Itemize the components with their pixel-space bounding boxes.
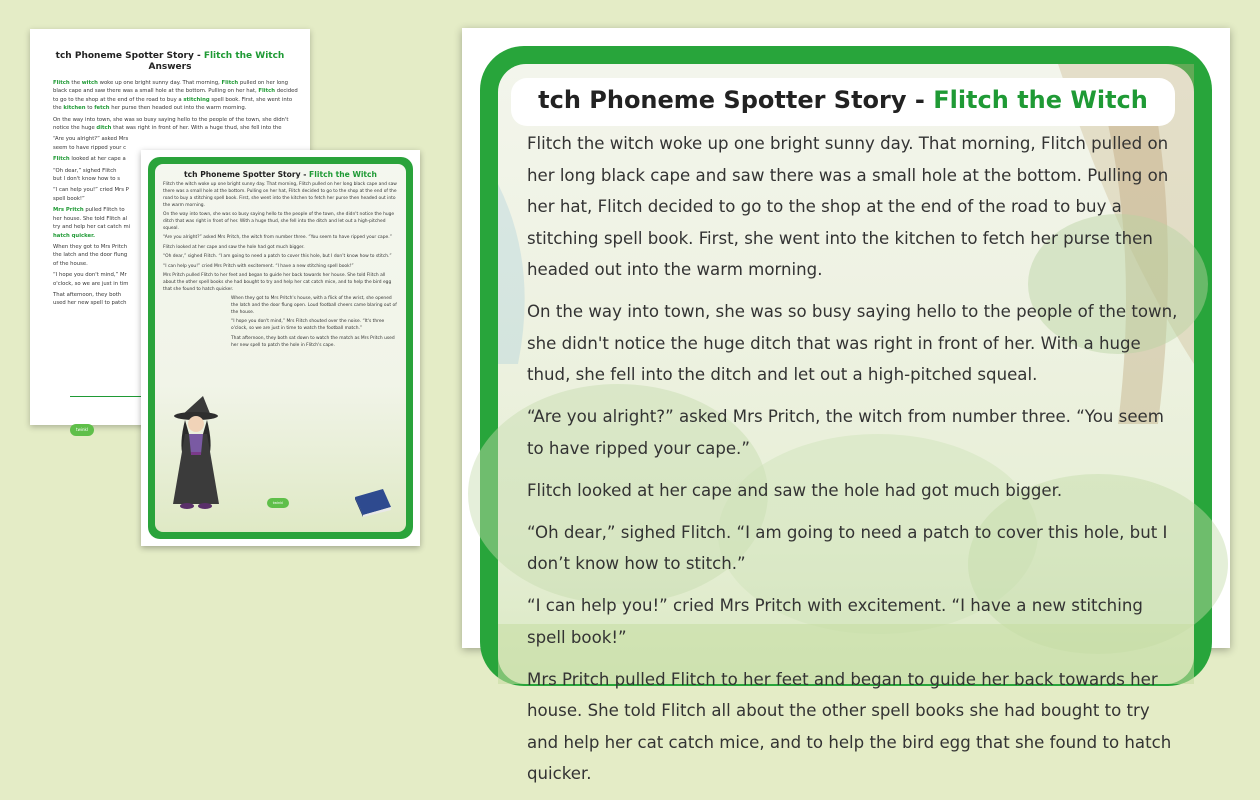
story-title: tch Phoneme Spotter Story - Flitch the Witch bbox=[538, 86, 1148, 114]
story-paragraph: On the way into town, she was so busy saying hello to the people of the town, she didn't notice the huge ditch that was right in front of her. With a huge thud, she fell into the ditch and let out a high-pitched squeal. bbox=[527, 302, 1178, 384]
thumbnail-paragraph: On the way into town, she was so busy saying hello to the people of the town, she didn't notice the huge ditch that was right in front of her. With a huge thud, she fell into the ditch and let out a high-pitched squeal. bbox=[163, 212, 395, 231]
twinkl-logo: twinkl bbox=[267, 498, 289, 508]
thumbnail-paragraph: That afternoon, they both sat down to watch the match as Mrs Pritch used her new spell to patch the hole in Flitch's cape. bbox=[231, 335, 395, 348]
thumbnail-paragraph: When they got to Mrs Pritch's house, with a flick of the wrist, she opened the latch and the door flung open. Loud football cheers came blaring out of the house. bbox=[231, 296, 397, 315]
thumbnail-title: tch Phoneme Spotter Story - Flitch the Witch bbox=[184, 170, 377, 179]
answers-paragraph: Mrs Pritch pulled Flitch to her house. She told Flitch al try and help her cat catch mi hatch quicker. bbox=[53, 207, 131, 239]
answers-paragraph: “I can help you!” cried Mrs P spell book!” bbox=[53, 187, 129, 202]
thumbnail-green-frame bbox=[148, 157, 413, 539]
answers-label: Answers bbox=[148, 62, 192, 72]
thumbnail-paragraph: “I can help you!” cried Mrs Pritch with excitement. “I have a new stitching spell book!” bbox=[163, 263, 354, 269]
answers-paragraph: “Oh dear,” sighed Flitch but I don't know how to s bbox=[53, 167, 120, 183]
thumbnail-paragraph: “Oh dear,” sighed Flitch. “I am going to need a patch to cover this hole, but I don’t know how to stitch.” bbox=[163, 254, 392, 260]
thumbnail-paragraph: Flitch looked at her cape and saw the hole had got much bigger. bbox=[163, 244, 305, 250]
answers-paragraph: When they got to Mrs Pritch the latch and the door flung of the house. bbox=[53, 243, 128, 267]
story-paragraph: Flitch the witch woke up one bright sunny day. That morning, Flitch pulled on her long black cape and saw there was a small hole at the bottom. Pulling on her hat, Flitch decided to go to the shop at the end of the road to buy a stitching spell book. First, she went into the kitchen to fetch her purse then headed out into the warm morning. bbox=[527, 134, 1169, 279]
thumbnail-paragraph: Mrs Pritch pulled Flitch to her feet and began to guide her back towards her house. She told Flitch all about the other spell books she had bought to try and help her cat catch mice, and to help the bird egg that she found to hatch quicker. bbox=[163, 272, 392, 292]
twinkl-logo: twinkl bbox=[70, 424, 94, 436]
thumbnail-paragraph: “Are you alright?” asked Mrs Pritch, the witch from number three. “You seem to have ripped your cape.” bbox=[163, 235, 392, 241]
green-frame bbox=[480, 46, 1212, 783]
title-banner bbox=[511, 78, 1175, 126]
story-paragraph: Flitch looked at her cape and saw the hole had got much bigger. bbox=[527, 480, 1063, 500]
story-paragraph: “I can help you!” cried Mrs Pritch with excitement. “I have a new stitching spell book!” bbox=[527, 596, 1143, 647]
thumbnail-inner bbox=[155, 164, 406, 532]
thumbnail-body bbox=[155, 179, 406, 350]
answers-paragraph: Flitch the witch woke up one bright sunny day. That morning, Flitch pulled on her long black cape and saw there was a small hole at the bottom. Pulling on her hat, Flitch decided to go to the shop at the end of the road to buy a stitching spell book. First, she went into the kitchen to fetch her purse then headed out into the warm morning. bbox=[53, 80, 298, 112]
answers-paragraph: That afternoon, they both used her new spell to patch bbox=[53, 291, 127, 307]
thumbnail-paragraph: “I hope you don't mind,” Mrs Flitch shouted over the noise. “It's three o'clock, so we are just in time to watch the football match.” bbox=[231, 319, 385, 332]
answers-paragraph: “Are you alright?” asked Mrs seem to have ripped your c bbox=[53, 136, 129, 151]
answers-paragraph: On the way into town, she was so busy saying hello to the people of the town, she didn't notice the huge ditch that was right in front of her. With a huge thud, she fell into the bbox=[53, 116, 289, 132]
story-page-thumbnail bbox=[141, 150, 420, 546]
answers-page-title: tch Phoneme Spotter Story - Flitch the Witch bbox=[55, 51, 285, 61]
story-text bbox=[527, 128, 1183, 800]
story-page-main bbox=[462, 28, 1230, 783]
story-paragraph: “Are you alright?” asked Mrs Pritch, the witch from number three. “You seem to have ripped your cape.” bbox=[527, 407, 1164, 458]
spell-book-illustration bbox=[351, 487, 393, 517]
witch-illustration bbox=[167, 394, 225, 510]
story-panel bbox=[498, 64, 1194, 783]
story-paragraph: “Oh dear,” sighed Flitch. “I am going to need a patch to cover this hole, but I don’t know how to stitch.” bbox=[527, 522, 1168, 573]
answers-paragraph: “I hope you don't mind,” Mr o'clock, so we are just in tim bbox=[53, 272, 129, 287]
story-paragraph: Mrs Pritch pulled Flitch to her feet and began to guide her back towards her house. She told Flitch all about the other spell books she had bought to try and help her cat catch mice, and to help the bird egg that she found to hatch quicker. bbox=[527, 669, 1172, 783]
answers-paragraph: Flitch looked at her cape a bbox=[53, 156, 126, 163]
thumbnail-paragraph: Flitch the witch woke up one bright sunny day. That morning, Flitch pulled on her long black cape and saw there was a small hole at the bottom. Pulling on her hat, Flitch decided to go to the shop at the end of the road to buy a stitching spell book. First, she went into the kitchen to fetch her purse then headed out into the warm morning. bbox=[163, 182, 397, 208]
